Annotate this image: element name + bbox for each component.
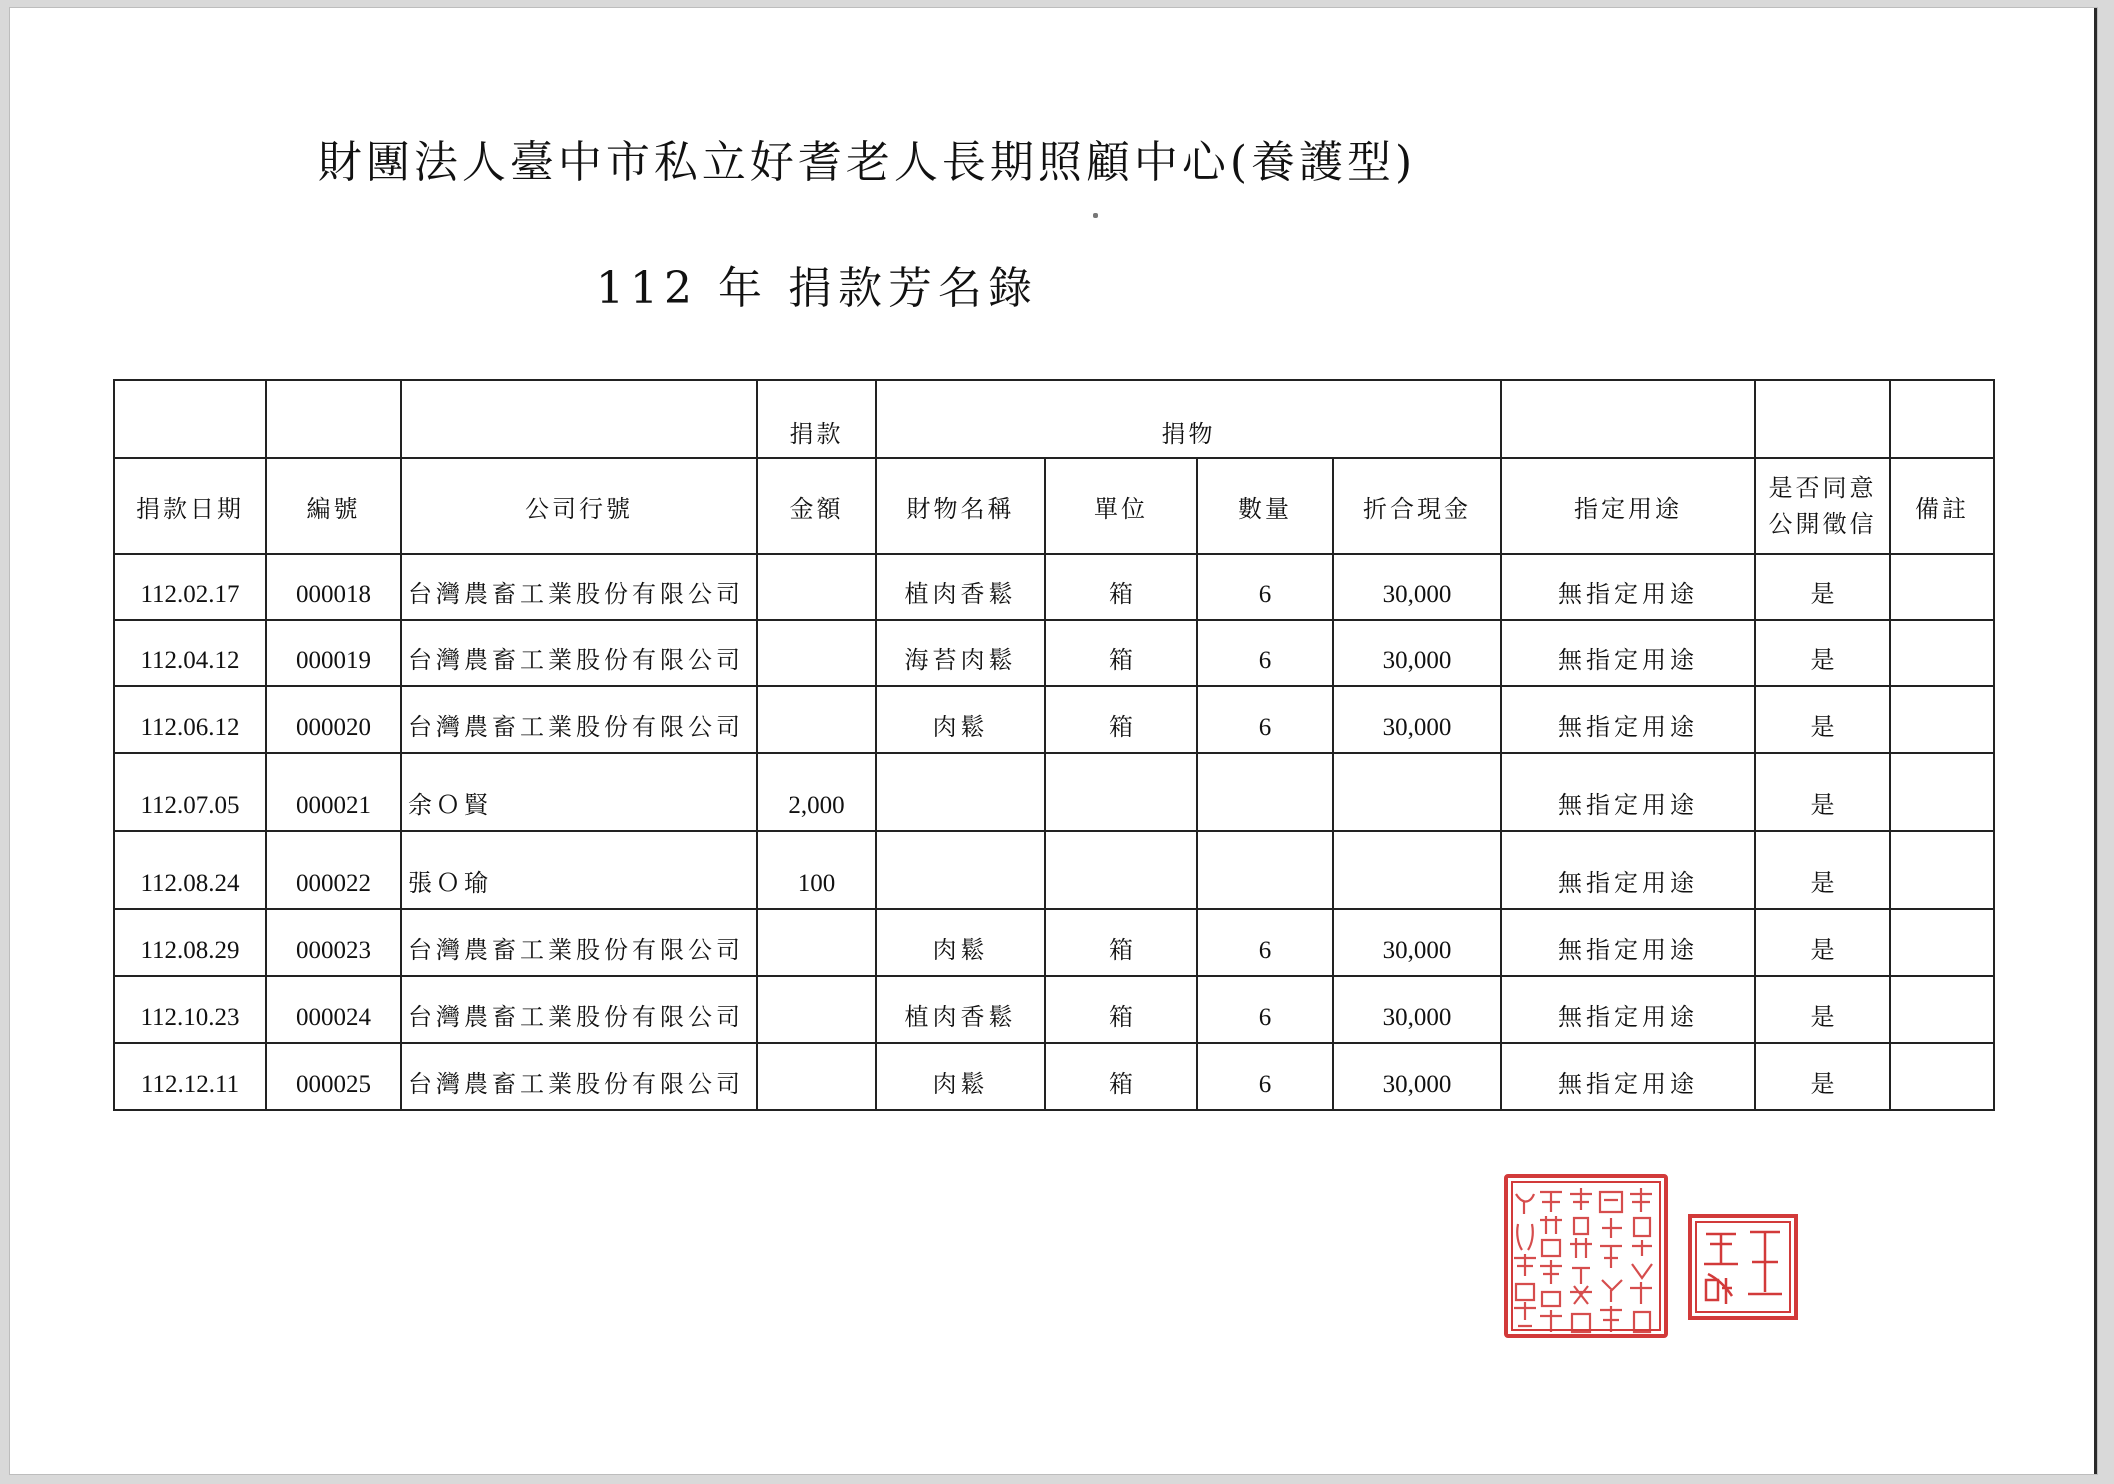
cell-number: 000022 bbox=[266, 831, 401, 909]
empty-header-cell bbox=[1501, 380, 1755, 458]
cell-number: 000019 bbox=[266, 620, 401, 686]
header-purpose: 指定用途 bbox=[1501, 458, 1755, 554]
representative-seal bbox=[1688, 1214, 1798, 1320]
header-consent-line2: 公開徵信 bbox=[1768, 510, 1877, 538]
header-date: 捐款日期 bbox=[114, 458, 266, 554]
document-page bbox=[10, 8, 2097, 1474]
table-row bbox=[114, 1043, 1994, 1110]
scan-speck bbox=[1093, 213, 1098, 218]
cell-date: 112.04.12 bbox=[114, 620, 266, 686]
header-quantity: 數量 bbox=[1197, 458, 1333, 554]
cell-unit: 箱 bbox=[1045, 1043, 1197, 1110]
header-consent bbox=[1755, 458, 1890, 554]
cell-item: 肉鬆 bbox=[876, 1043, 1045, 1110]
cell-cash: 30,000 bbox=[1333, 554, 1501, 620]
cell-quantity bbox=[1197, 753, 1333, 831]
cell-unit: 箱 bbox=[1045, 976, 1197, 1043]
cell-date: 112.12.11 bbox=[114, 1043, 266, 1110]
cell-amount: 100 bbox=[757, 831, 876, 909]
table-row bbox=[114, 554, 1994, 620]
cell-consent: 是 bbox=[1755, 620, 1890, 686]
header-unit: 單位 bbox=[1045, 458, 1197, 554]
cell-amount: 2,000 bbox=[757, 753, 876, 831]
cell-consent: 是 bbox=[1755, 753, 1890, 831]
cell-consent: 是 bbox=[1755, 976, 1890, 1043]
cell-unit: 箱 bbox=[1045, 686, 1197, 753]
cell-purpose: 無指定用途 bbox=[1501, 554, 1755, 620]
cell-purpose: 無指定用途 bbox=[1501, 753, 1755, 831]
cell-number: 000018 bbox=[266, 554, 401, 620]
cell-item bbox=[876, 753, 1045, 831]
table-row bbox=[114, 753, 1994, 831]
header-amount: 金額 bbox=[757, 458, 876, 554]
cell-cash bbox=[1333, 753, 1501, 831]
header-number: 編號 bbox=[266, 458, 401, 554]
cell-purpose: 無指定用途 bbox=[1501, 909, 1755, 976]
empty-header-cell bbox=[401, 380, 757, 458]
cell-cash bbox=[1333, 831, 1501, 909]
cell-unit bbox=[1045, 753, 1197, 831]
cell-company: 余Ｏ賢 bbox=[401, 753, 757, 831]
cell-remarks bbox=[1890, 753, 1994, 831]
cell-consent: 是 bbox=[1755, 1043, 1890, 1110]
cell-date: 112.07.05 bbox=[114, 753, 266, 831]
cell-item: 肉鬆 bbox=[876, 909, 1045, 976]
cell-date: 112.08.29 bbox=[114, 909, 266, 976]
empty-header-cell bbox=[114, 380, 266, 458]
table-row bbox=[114, 620, 1994, 686]
cell-purpose: 無指定用途 bbox=[1501, 620, 1755, 686]
cell-company: 台灣農畜工業股份有限公司 bbox=[401, 620, 757, 686]
cell-company: 台灣農畜工業股份有限公司 bbox=[401, 909, 757, 976]
table-row bbox=[114, 909, 1994, 976]
document-subtitle: 112 年 捐款芳名錄 bbox=[596, 263, 1038, 314]
cell-quantity: 6 bbox=[1197, 554, 1333, 620]
donation-group-header: 捐款 bbox=[757, 380, 876, 458]
cell-purpose: 無指定用途 bbox=[1501, 1043, 1755, 1110]
cell-amount bbox=[757, 909, 876, 976]
cell-item: 海苔肉鬆 bbox=[876, 620, 1045, 686]
cell-consent: 是 bbox=[1755, 831, 1890, 909]
table-row bbox=[114, 976, 1994, 1043]
cell-company: 台灣農畜工業股份有限公司 bbox=[401, 1043, 757, 1110]
cell-number: 000020 bbox=[266, 686, 401, 753]
cell-company: 台灣農畜工業股份有限公司 bbox=[401, 686, 757, 753]
cell-date: 112.10.23 bbox=[114, 976, 266, 1043]
cell-item bbox=[876, 831, 1045, 909]
cell-unit: 箱 bbox=[1045, 620, 1197, 686]
cell-number: 000023 bbox=[266, 909, 401, 976]
cell-remarks bbox=[1890, 976, 1994, 1043]
empty-header-cell bbox=[1755, 380, 1890, 458]
cell-remarks bbox=[1890, 686, 1994, 753]
header-remarks: 備註 bbox=[1890, 458, 1994, 554]
cell-company: 台灣農畜工業股份有限公司 bbox=[401, 554, 757, 620]
cell-date: 112.02.17 bbox=[114, 554, 266, 620]
cell-item: 植肉香鬆 bbox=[876, 554, 1045, 620]
cell-quantity: 6 bbox=[1197, 909, 1333, 976]
cell-company: 台灣農畜工業股份有限公司 bbox=[401, 976, 757, 1043]
donation-table bbox=[113, 379, 1995, 1111]
header-company: 公司行號 bbox=[401, 458, 757, 554]
organization-seal bbox=[1504, 1174, 1668, 1338]
cell-number: 000025 bbox=[266, 1043, 401, 1110]
table-row bbox=[114, 686, 1994, 753]
cell-amount bbox=[757, 1043, 876, 1110]
cell-quantity: 6 bbox=[1197, 1043, 1333, 1110]
group-header-row bbox=[114, 380, 1994, 458]
cell-date: 112.06.12 bbox=[114, 686, 266, 753]
cell-quantity: 6 bbox=[1197, 976, 1333, 1043]
cell-consent: 是 bbox=[1755, 909, 1890, 976]
header-consent-line1: 是否同意 bbox=[1768, 474, 1877, 502]
goods-group-header: 捐物 bbox=[876, 380, 1501, 458]
cell-item: 肉鬆 bbox=[876, 686, 1045, 753]
cell-quantity bbox=[1197, 831, 1333, 909]
cell-remarks bbox=[1890, 831, 1994, 909]
header-cash-value: 折合現金 bbox=[1333, 458, 1501, 554]
cell-quantity: 6 bbox=[1197, 686, 1333, 753]
cell-consent: 是 bbox=[1755, 686, 1890, 753]
cell-purpose: 無指定用途 bbox=[1501, 976, 1755, 1043]
cell-cash: 30,000 bbox=[1333, 976, 1501, 1043]
cell-quantity: 6 bbox=[1197, 620, 1333, 686]
column-header-row bbox=[114, 458, 1994, 554]
table-row bbox=[114, 831, 1994, 909]
cell-amount bbox=[757, 554, 876, 620]
cell-unit: 箱 bbox=[1045, 554, 1197, 620]
document-title: 財團法人臺中市私立好耆老人長期照顧中心(養護型) bbox=[317, 137, 1417, 188]
cell-remarks bbox=[1890, 620, 1994, 686]
organization-seal-graphic bbox=[1508, 1178, 1664, 1334]
cell-company: 張Ｏ瑜 bbox=[401, 831, 757, 909]
cell-remarks bbox=[1890, 909, 1994, 976]
empty-header-cell bbox=[266, 380, 401, 458]
representative-seal-graphic bbox=[1692, 1218, 1794, 1316]
cell-purpose: 無指定用途 bbox=[1501, 831, 1755, 909]
cell-cash: 30,000 bbox=[1333, 1043, 1501, 1110]
cell-consent: 是 bbox=[1755, 554, 1890, 620]
cell-remarks bbox=[1890, 554, 1994, 620]
cell-unit: 箱 bbox=[1045, 909, 1197, 976]
cell-amount bbox=[757, 620, 876, 686]
cell-purpose: 無指定用途 bbox=[1501, 686, 1755, 753]
cell-cash: 30,000 bbox=[1333, 909, 1501, 976]
cell-number: 000021 bbox=[266, 753, 401, 831]
cell-amount bbox=[757, 976, 876, 1043]
cell-cash: 30,000 bbox=[1333, 686, 1501, 753]
header-item-name: 財物名稱 bbox=[876, 458, 1045, 554]
cell-amount bbox=[757, 686, 876, 753]
cell-unit bbox=[1045, 831, 1197, 909]
cell-cash: 30,000 bbox=[1333, 620, 1501, 686]
cell-item: 植肉香鬆 bbox=[876, 976, 1045, 1043]
cell-remarks bbox=[1890, 1043, 1994, 1110]
cell-date: 112.08.24 bbox=[114, 831, 266, 909]
empty-header-cell bbox=[1890, 380, 1994, 458]
cell-number: 000024 bbox=[266, 976, 401, 1043]
